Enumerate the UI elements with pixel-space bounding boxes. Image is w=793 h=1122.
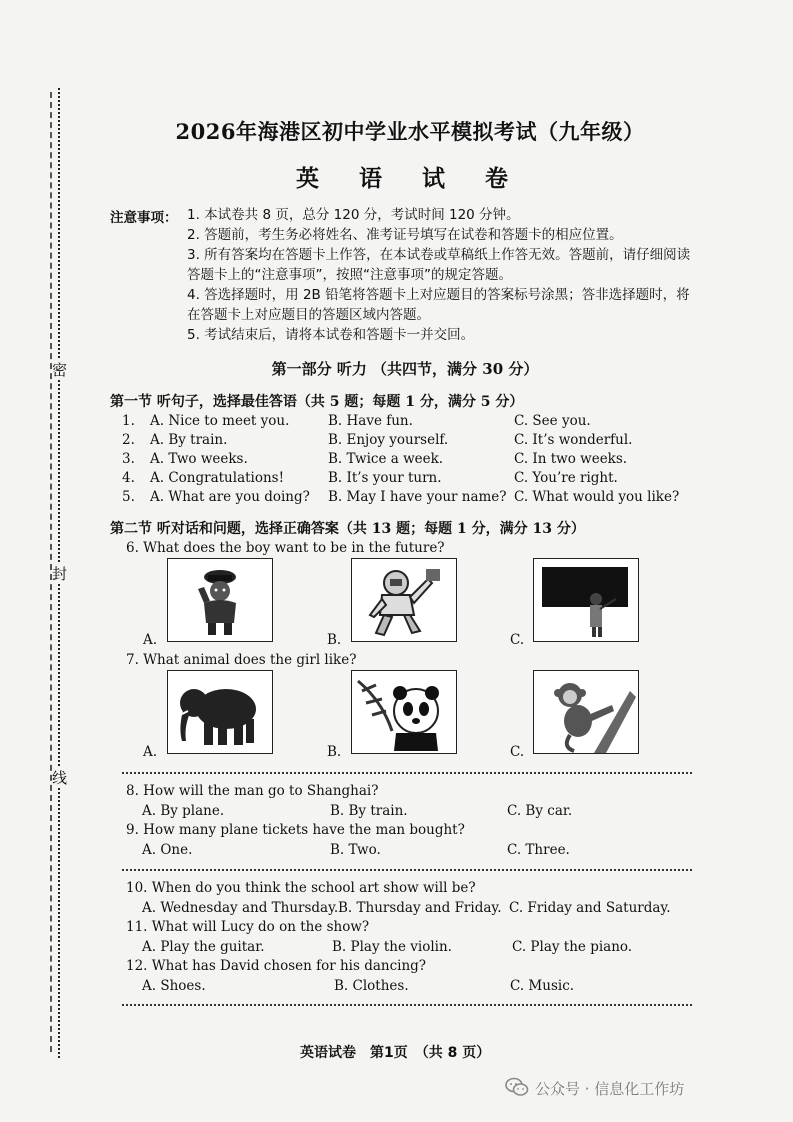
option-c: C. Music. <box>510 978 575 994</box>
note-item: 2. 答题前，考生务必将姓名、准考证号填写在试卷和答题卡的相应位置。 <box>187 227 623 243</box>
option-a: A. Wednesday and Thursday. <box>142 900 339 916</box>
option-a: A. By plane. <box>142 803 225 819</box>
question-row <box>142 803 712 822</box>
section2-title: 第二节 听对话和问题，选择正确答案（共 13 题；每题 1 分，满分 13 分） <box>110 521 585 537</box>
question-row <box>122 451 692 470</box>
teacher-icon <box>534 559 638 641</box>
picture-label-c: C. <box>510 744 525 760</box>
question-number: 2. <box>122 432 135 448</box>
separator <box>122 869 692 871</box>
option-c: C. What would you like? <box>514 489 680 505</box>
option-a: A. Two weeks. <box>150 451 248 467</box>
note-item: 4. 答选择题时，用 2B 铅笔将答题卡上对应题目的答案标号涂黑；答非选择题时，将在答题卡上对应题目的答题区域内答题。 <box>187 287 690 323</box>
question-10-text: 10. When do you think the school art show will be? <box>126 880 476 896</box>
question-11-text: 11. What will Lucy do on the show? <box>126 919 370 935</box>
exam-title: 2026年海港区初中学业水平模拟考试（九年级） <box>175 119 645 144</box>
question-row <box>122 432 692 451</box>
monkey-icon <box>534 671 638 753</box>
separator <box>122 1004 692 1006</box>
notes-label: 注意事项： <box>110 210 178 226</box>
picture-police-officer <box>167 558 273 642</box>
picture-astronaut <box>351 558 457 642</box>
option-a: A. Nice to meet you. <box>150 413 290 429</box>
elephant-icon <box>168 671 272 753</box>
police-officer-icon <box>168 559 272 641</box>
option-b: B. Twice a week. <box>328 451 444 467</box>
seal-char-mi: 密 <box>52 361 68 379</box>
option-b: B. Clothes. <box>334 978 409 994</box>
option-c: C. See you. <box>514 413 591 429</box>
question-row <box>122 489 692 508</box>
picture-teacher <box>533 558 639 642</box>
picture-monkey <box>533 670 639 754</box>
question-9-text: 9. How many plane tickets have the man bought? <box>126 822 465 838</box>
option-c: C. Three. <box>507 842 570 858</box>
wechat-icon <box>505 1076 529 1098</box>
option-b: B. Have fun. <box>328 413 413 429</box>
part1-title: 第一部分 听力 （共四节，满分 30 分） <box>271 360 539 378</box>
option-a: A. Shoes. <box>142 978 206 994</box>
option-a: A. By train. <box>150 432 228 448</box>
question-row <box>142 900 712 919</box>
question-8-text: 8. How will the man go to Shanghai? <box>126 783 379 799</box>
question-row <box>122 413 692 432</box>
option-b: B. May I have your name? <box>328 489 507 505</box>
separator <box>122 772 692 774</box>
note-item: 5. 考试结束后，请将本试卷和答题卡一并交回。 <box>187 327 475 343</box>
question-row <box>122 470 692 489</box>
picture-label-b: B. <box>327 744 342 760</box>
option-b: B. Thursday and Friday. <box>338 900 502 916</box>
question-number: 4. <box>122 470 135 486</box>
picture-elephant <box>167 670 273 754</box>
exam-subtitle: 英 语 试 卷 <box>295 165 525 192</box>
question-number: 5. <box>122 489 135 505</box>
question-7-text: 7. What animal does the girl like? <box>126 652 357 668</box>
picture-label-a: A. <box>143 744 158 760</box>
option-c: C. In two weeks. <box>514 451 628 467</box>
option-b: B. It’s your turn. <box>328 470 442 486</box>
option-a: A. What are you doing? <box>150 489 310 505</box>
picture-panda <box>351 670 457 754</box>
picture-label-c: C. <box>510 632 525 648</box>
option-c: C. Play the piano. <box>512 939 633 955</box>
question-number: 1. <box>122 413 135 429</box>
question-12-text: 12. What has David chosen for his dancing? <box>126 958 427 974</box>
astronaut-icon <box>352 559 456 641</box>
option-a: A. Play the guitar. <box>142 939 265 955</box>
notes-list <box>187 205 697 345</box>
question-row <box>142 842 712 861</box>
option-a: A. One. <box>142 842 193 858</box>
note-item: 3. 所有答案均在答题卡上作答，在本试卷或草稿纸上作答无效。答题前，请仔细阅读答题卡上的“注意事项”，按照“注意事项”的规定答题。 <box>187 247 691 283</box>
question-row <box>142 978 712 997</box>
option-c: C. By car. <box>507 803 573 819</box>
question-row <box>142 939 712 958</box>
note-item: 1. 本试卷共 8 页，总分 120 分，考试时间 120 分钟。 <box>187 207 520 223</box>
option-b: B. Play the violin. <box>332 939 452 955</box>
option-c: C. You’re right. <box>514 470 618 486</box>
option-b: B. Enjoy yourself. <box>328 432 449 448</box>
panda-icon <box>352 671 456 753</box>
page-footer: 英语试卷 第1页 （共 8 页） <box>300 1045 491 1061</box>
option-c: C. Friday and Saturday. <box>509 900 671 916</box>
watermark-text: 公众号 · 信息化工作坊 <box>535 1080 685 1098</box>
question-6-text: 6. What does the boy want to be in the future? <box>126 540 445 556</box>
picture-label-b: B. <box>327 632 342 648</box>
option-c: C. It’s wonderful. <box>514 432 633 448</box>
picture-label-a: A. <box>143 632 158 648</box>
option-a: A. Congratulations! <box>150 470 285 486</box>
section1-title: 第一节 听句子，选择最佳答语（共 5 题；每题 1 分，满分 5 分） <box>110 394 524 410</box>
seal-char-feng: 封 <box>52 565 68 583</box>
option-b: B. Two. <box>330 842 381 858</box>
option-b: B. By train. <box>330 803 408 819</box>
question-number: 3. <box>122 451 135 467</box>
seal-char-xian: 线 <box>52 769 68 787</box>
